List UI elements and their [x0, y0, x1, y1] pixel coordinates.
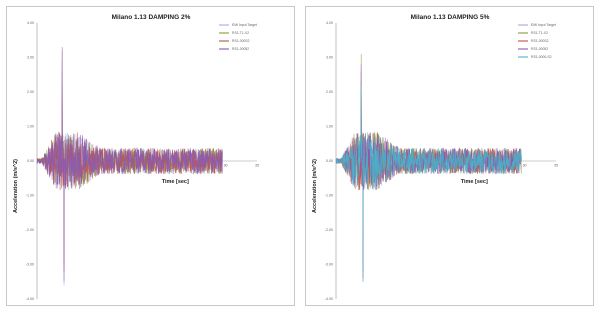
x-tick-label: 30 [522, 163, 527, 168]
x-tick-label: 20 [160, 163, 165, 168]
x-tick-label: 30 [223, 163, 228, 168]
chart-panel-damping-5 [305, 6, 594, 306]
y-tick-label: -4.00 [25, 297, 34, 302]
legend-label: RS1-00052 [232, 47, 250, 52]
legend-label: EMI Input Target [232, 23, 257, 28]
chart-title: Milano 1.13 DAMPING 5% [410, 14, 490, 21]
y-tick-label: -1.00 [25, 193, 34, 198]
x-axis-label: Time [sec] [460, 179, 488, 185]
x-axis-label: Time [sec] [161, 179, 189, 185]
x-tick-label: 15 [428, 163, 433, 168]
chart-svg-damping-5 [306, 7, 595, 307]
x-tick-label: 20 [459, 163, 464, 168]
x-tick-label: 35 [255, 163, 259, 168]
chart-panel-damping-2 [6, 6, 295, 306]
y-tick-label: -4.00 [324, 297, 333, 302]
x-tick-label: 5 [67, 163, 70, 168]
x-tick-label: 35 [554, 163, 558, 168]
chart-svg-damping-2 [7, 7, 296, 307]
legend-label: RS1-T1-X2 [531, 31, 548, 36]
legend-label: RS1-0000-S2 [531, 55, 552, 60]
chart-title: Milano 1.13 DAMPING 2% [111, 14, 191, 21]
legend-label: RS1-000S2 [232, 39, 250, 44]
x-tick-label: 15 [129, 163, 134, 168]
x-tick-label: 25 [491, 163, 496, 168]
legend-label: RS1-00052 [531, 47, 549, 52]
y-tick-label: -2.00 [324, 228, 333, 233]
series-line [336, 85, 521, 282]
y-tick-label: 4.00 [326, 21, 333, 26]
x-tick-label: 25 [192, 163, 197, 168]
y-tick-label: 1.00 [326, 124, 333, 129]
x-tick-label: 10 [396, 163, 401, 168]
y-tick-label: -2.00 [25, 228, 34, 233]
legend-label: RS1-T1-X2 [232, 31, 249, 36]
y-tick-label: 4.00 [27, 21, 34, 26]
y-tick-label: 3.00 [27, 55, 34, 60]
y-axis-label: Acceleration (m/s^2) [13, 159, 19, 213]
y-tick-label: 2.00 [27, 90, 34, 95]
y-axis-label: Acceleration (m/s^2) [312, 159, 318, 213]
y-tick-label: 2.00 [326, 90, 333, 95]
y-tick-label: -1.00 [324, 193, 333, 198]
y-tick-label: -3.00 [324, 262, 333, 267]
y-tick-label: 0.00 [27, 159, 34, 164]
legend-label: RS1-000S2 [531, 39, 549, 44]
x-tick-label: 10 [97, 163, 102, 168]
y-tick-label: 0.00 [326, 159, 333, 164]
y-tick-label: -3.00 [25, 262, 34, 267]
y-tick-label: 1.00 [27, 124, 34, 129]
y-tick-label: 3.00 [326, 55, 333, 60]
legend-label: EMI Input Target [531, 23, 556, 28]
x-tick-label: 5 [366, 163, 369, 168]
